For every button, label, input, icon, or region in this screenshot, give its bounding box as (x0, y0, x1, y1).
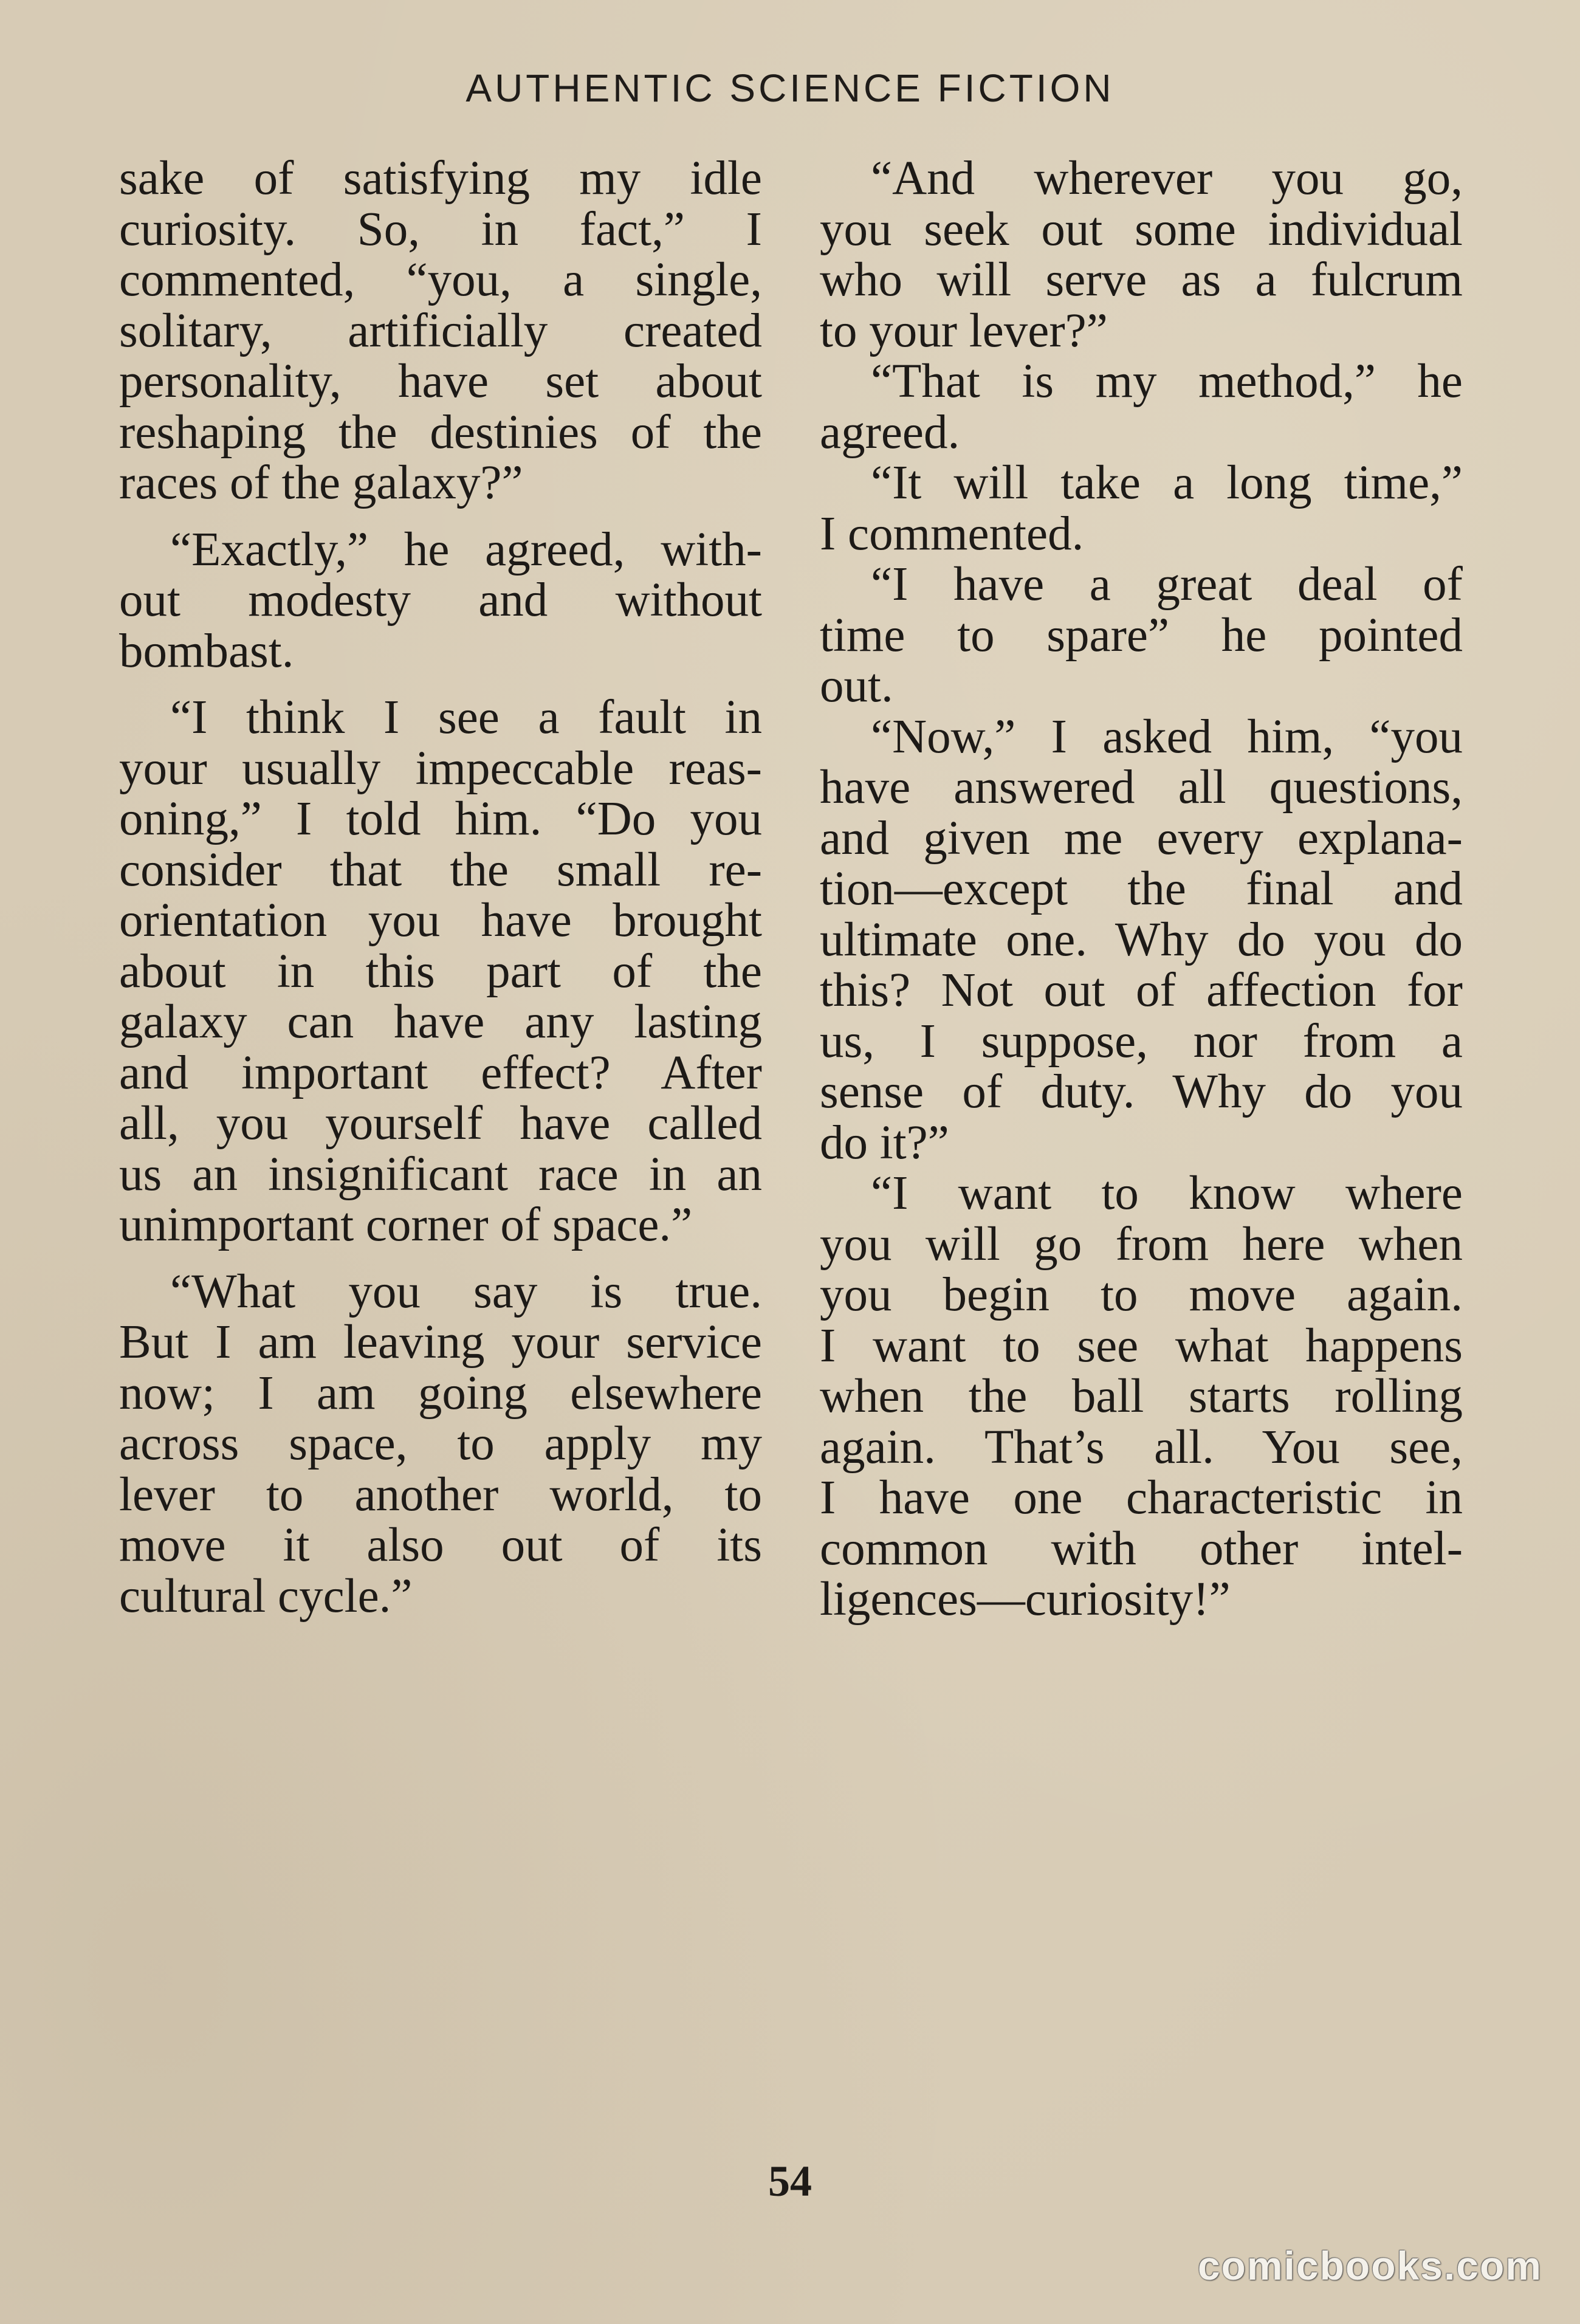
paragraph-gap (119, 676, 762, 692)
text-line: us an insignificant race in an (119, 1147, 762, 1201)
text-line: unimportant corner of space.” (119, 1198, 693, 1251)
text-line: “That is my method,” he (871, 355, 1463, 408)
text-line: reshaping the destinies of the (119, 405, 762, 459)
text-line: out modesty and without (119, 574, 762, 627)
right-text-column (820, 153, 1463, 1625)
text-line: across space, to apply my (119, 1417, 762, 1470)
text-line: commented, “you, a single, (119, 253, 762, 306)
text-line: out. (820, 659, 893, 712)
text-line: bombast. (119, 624, 294, 678)
text-line: “Exactly,” he agreed, with- (170, 523, 762, 576)
text-line: common with other intel- (820, 1522, 1463, 1575)
left-text-column (119, 153, 762, 1621)
text-line: ligences—curiosity!” (820, 1573, 1231, 1626)
text-line: time to spare” he pointed (820, 608, 1463, 662)
text-line: I commented. (820, 507, 1084, 560)
running-head: AUTHENTIC SCIENCE FICTION (465, 66, 1115, 110)
paragraph (820, 559, 1463, 712)
text-line: move it also out of its (119, 1519, 762, 1572)
paragraph (119, 524, 762, 677)
text-line: oning,” I told him. “Do you (119, 792, 762, 845)
text-line: to your lever?” (820, 304, 1108, 357)
paragraph-gap (119, 509, 762, 524)
text-line: have answered all questions, (820, 761, 1463, 814)
text-line: curiosity. So, in fact,” I (119, 202, 762, 256)
watermark: comicbooks.com (1197, 2243, 1542, 2288)
text-line: about in this part of the (119, 944, 762, 998)
text-line: us, I suppose, nor from a (820, 1014, 1463, 1068)
text-line: “And wherever you go, (871, 152, 1463, 205)
text-line: consider that the small re- (119, 843, 762, 896)
text-line: sense of duty. Why do you (820, 1065, 1463, 1118)
text-line: But I am leaving your service (119, 1316, 762, 1369)
text-line: you seek out some individual (820, 202, 1463, 256)
text-line: “Now,” I asked him, “you (871, 710, 1463, 763)
text-line: your usually impeccable reas- (119, 741, 762, 795)
paragraph (119, 692, 762, 1251)
text-line: again. That’s all. You see, (820, 1420, 1463, 1474)
paragraph (820, 356, 1463, 458)
paragraph (820, 458, 1463, 559)
text-line: agreed. (820, 405, 960, 459)
text-line: this? Not out of affection for (820, 964, 1463, 1017)
paragraph (820, 712, 1463, 1169)
text-line: personality, have set about (119, 355, 762, 408)
text-line: when the ball starts rolling (820, 1370, 1463, 1423)
text-line: do it?” (820, 1116, 949, 1169)
text-line: sake of satisfying my idle (119, 152, 762, 205)
text-line: solitary, artificially created (119, 304, 762, 357)
text-line: races of the galaxy?” (119, 456, 523, 509)
paragraph-gap (119, 1251, 762, 1267)
page-number: 54 (768, 2157, 812, 2205)
text-line: now; I am going elsewhere (119, 1366, 762, 1420)
paragraph (119, 153, 762, 509)
text-line: and important effect? After (119, 1046, 762, 1099)
text-line: “It will take a long time,” (871, 456, 1463, 509)
text-line: I have one characteristic in (820, 1471, 1463, 1524)
text-line: galaxy can have any lasting (119, 995, 762, 1048)
text-line: I want to see what happens (820, 1319, 1463, 1372)
text-line: orientation you have brought (119, 894, 762, 947)
text-line: “I want to know where (871, 1167, 1463, 1220)
text-line: lever to another world, to (119, 1468, 762, 1521)
text-line: who will serve as a fulcrum (820, 253, 1463, 306)
text-line: “I think I see a fault in (170, 691, 762, 744)
text-line: tion—except the final and (820, 862, 1463, 915)
text-line: and given me every explana- (820, 811, 1463, 865)
text-line: all, you yourself have called (119, 1097, 762, 1150)
text-line: ultimate one. Why do you do (820, 913, 1463, 966)
paragraph (820, 153, 1463, 356)
text-line: you will go from here when (820, 1217, 1463, 1271)
text-line: you begin to move again. (820, 1268, 1463, 1321)
text-line: “What you say is true. (170, 1265, 762, 1318)
paragraph (119, 1267, 762, 1622)
text-line: cultural cycle.” (119, 1569, 413, 1623)
text-line: “I have a great deal of (871, 558, 1463, 611)
paragraph (820, 1168, 1463, 1625)
